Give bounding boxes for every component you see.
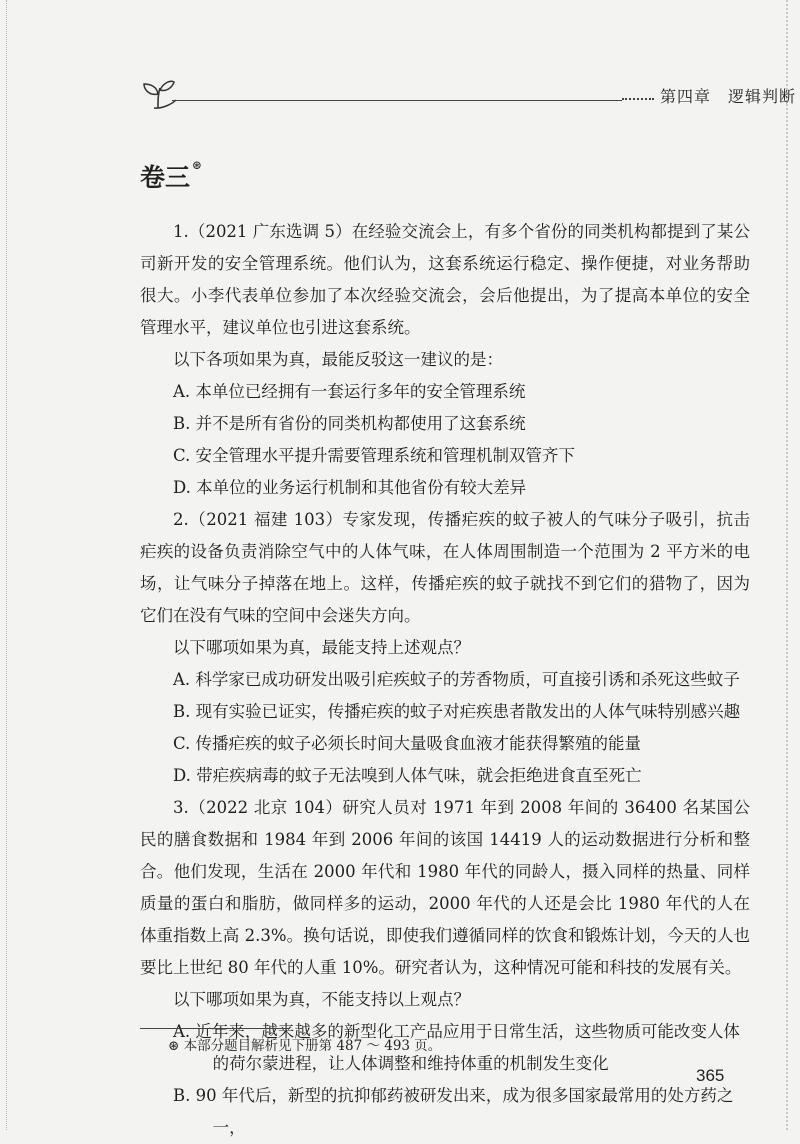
question-2-option-d: D. 带疟疾病毒的蚊子无法嗅到人体气味，就会拒绝进食直至死亡 — [173, 766, 642, 785]
footnote-mark-icon: ⊛ — [192, 158, 203, 172]
question-3-stem: 3.（2022 北京 104）研究人员对 1971 年到 2008 年间的 36400 名某国公民的膳食数据和 1984 年到 2006 年间的该国 14419 人的运动数据进行分析和整合。他们发现，生活在 2000 年代和 1980 年代的同龄人，摄入同样的热量、同样质量的蛋白和脂肪，做同样多的运动，2000 年代的人还是会比 1980 年代的人在体重指数上高 2.3%。换句话说，即使我们遵循同样的饮食和锻炼计划，今天的人也要比上世纪 80 年代的人重 10%。研究者认为，这种情况可能和科技的发展有关。 — [140, 798, 750, 977]
footnote-rule — [140, 1028, 290, 1029]
chapter-title: 第四章 逻辑判断 — [660, 87, 797, 106]
question-3-option-a: A. 近年来，越来越多的新型化工产品应用于日常生活，这些物质可能改变人体的荷尔蒙进程，让人体调整和维持体重的机制发生变化 — [173, 1022, 740, 1073]
header-dots — [622, 98, 654, 100]
page-number: 365 — [696, 1066, 725, 1085]
section-title-text: 卷三 — [140, 163, 191, 192]
question-2-option-b: B. 现有实验已证实，传播疟疾的蚊子对疟疾患者散发出的人体气味特别感兴趣 — [173, 702, 741, 721]
scan-edge-right — [786, 0, 788, 1130]
scan-edge-left — [6, 0, 7, 1130]
question-2-prompt: 以下哪项如果为真，最能支持上述观点？ — [173, 638, 470, 657]
footnote: ⊛ 本部分题目解析见下册第 487 ～ 493 页。 — [168, 1038, 442, 1054]
question-1-option-c: C. 安全管理水平提升需要管理系统和管理机制双管齐下 — [173, 446, 576, 465]
section-title — [140, 158, 202, 194]
question-2-option-c: C. 传播疟疾的蚊子必须长时间大量吸食血液才能获得繁殖的能量 — [173, 734, 642, 753]
question-3-option-b: B. 90 年代后，新型的抗抑郁药被研发出来，成为很多国家最常用的处方药之一， — [173, 1086, 734, 1137]
question-list — [140, 216, 750, 1144]
question-1-option-d: D. 本单位的业务运行机制和其他省份有较大差异 — [173, 478, 527, 497]
running-header — [140, 78, 797, 118]
sprout-icon — [140, 78, 176, 110]
question-2-option-a: A. 科学家已成功研发出吸引疟疾蚊子的芳香物质，可直接引诱和杀死这些蚊子 — [173, 670, 740, 689]
question-1-option-b: B. 并不是所有省份的同类机构都使用了这套系统 — [173, 414, 526, 433]
question-3-prompt: 以下哪项如果为真，不能支持以上观点？ — [173, 990, 470, 1009]
question-1-option-a: A. 本单位已经拥有一套运行多年的安全管理系统 — [173, 382, 526, 401]
header-rule — [172, 100, 622, 101]
question-1-stem: 1.（2021 广东选调 5）在经验交流会上，有多个省份的同类机构都提到了某公司新开发的安全管理系统。他们认为，这套系统运行稳定、操作便捷，对业务帮助很大。小李代表单位参加了本次经验交流会，会后他提出，为了提高本单位的安全管理水平，建议单位也引进这套系统。 — [140, 222, 750, 337]
question-2-stem: 2.（2021 福建 103）专家发现，传播疟疾的蚊子被人的气味分子吸引，抗击疟疾的设备负责消除空气中的人体气味，在人体周围制造一个范围为 2 平方米的电场，让气味分子掉落在地上。这样，传播疟疾的蚊子就找不到它们的猎物了，因为它们在没有气味的空间中会迷失方向。 — [140, 510, 750, 625]
question-1-prompt: 以下各项如果为真，最能反驳这一建议的是： — [173, 350, 503, 369]
